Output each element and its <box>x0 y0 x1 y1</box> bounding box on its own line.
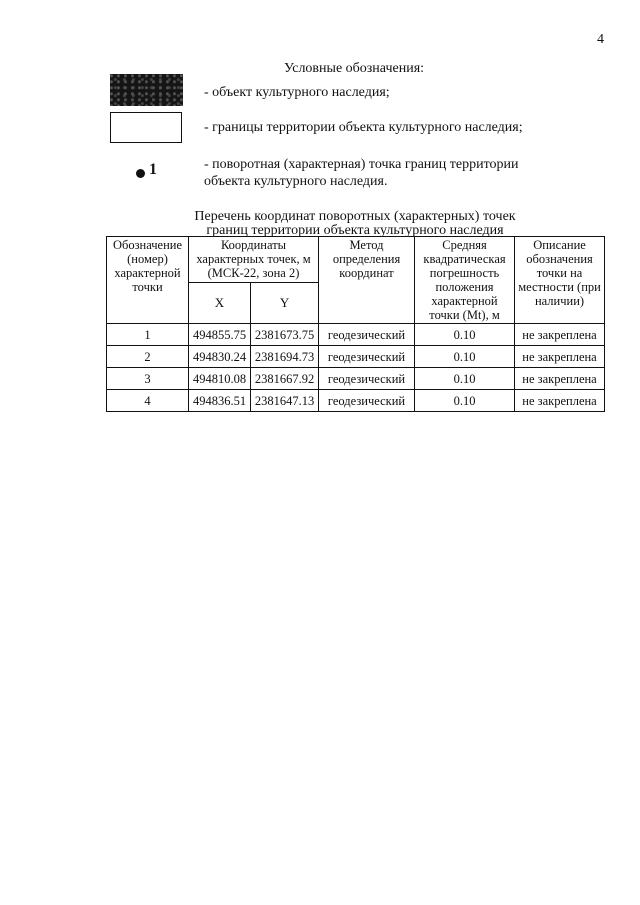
cell-method: геодезический <box>319 324 415 346</box>
table-title-line2: границ территории объекта культурного наследия <box>206 223 504 238</box>
cell-description: не закреплена <box>515 390 605 412</box>
table-row <box>107 346 605 368</box>
cell-method: геодезический <box>319 390 415 412</box>
cell-error: 0.10 <box>415 368 515 390</box>
cell-num: 1 <box>107 324 189 346</box>
header-method: Метод определения координат <box>319 237 415 324</box>
cell-x: 494855.75 <box>189 324 251 346</box>
header-x: X <box>189 283 251 324</box>
header-error: Средняя квадратическая погрешность положения характерной точки (Mt), м <box>415 237 515 324</box>
table-title <box>150 210 560 238</box>
cell-error: 0.10 <box>415 346 515 368</box>
cell-description: не закреплена <box>515 324 605 346</box>
cell-y: 2381647.13 <box>251 390 319 412</box>
point-symbol-label: 1 <box>149 161 157 178</box>
table-row <box>107 390 605 412</box>
cell-error: 0.10 <box>415 390 515 412</box>
cell-num: 2 <box>107 346 189 368</box>
cell-x: 494830.24 <box>189 346 251 368</box>
header-y: Y <box>251 283 319 324</box>
table-row <box>107 324 605 346</box>
legend-item-point-line2: объекта культурного наследия. <box>204 174 388 189</box>
cell-error: 0.10 <box>415 324 515 346</box>
point-dot-icon <box>136 169 145 178</box>
cell-y: 2381673.75 <box>251 324 319 346</box>
cultural-heritage-object-swatch <box>110 74 183 106</box>
header-coordinates: Координаты характерных точек, м (МСК-22, зона 2) <box>189 237 319 283</box>
cell-description: не закреплена <box>515 368 605 390</box>
table-title-line1: Перечень координат поворотных (характерных) точек <box>194 209 516 224</box>
legend-item-boundary: - границы территории объекта культурного наследия; <box>204 120 523 135</box>
cell-x: 494836.51 <box>189 390 251 412</box>
cell-num: 4 <box>107 390 189 412</box>
cell-y: 2381694.73 <box>251 346 319 368</box>
turning-point-symbol <box>136 161 157 179</box>
coordinates-table <box>106 236 605 412</box>
cell-method: геодезический <box>319 368 415 390</box>
cell-description: не закреплена <box>515 346 605 368</box>
header-description: Описание обозначения точки на местности (при наличии) <box>515 237 605 324</box>
cell-method: геодезический <box>319 346 415 368</box>
table-row <box>107 368 605 390</box>
cell-num: 3 <box>107 368 189 390</box>
header-designation: Обозначение (номер) характерной точки <box>107 237 189 324</box>
cell-x: 494810.08 <box>189 368 251 390</box>
cell-y: 2381667.92 <box>251 368 319 390</box>
legend-item-point-line1: - поворотная (характерная) точка границ территории <box>204 157 519 172</box>
legend-item-point <box>204 156 519 190</box>
page-number: 4 <box>597 32 604 47</box>
legend-item-object: - объект культурного наследия; <box>204 85 390 100</box>
legend-title: Условные обозначения: <box>284 61 425 76</box>
territory-boundary-swatch <box>110 112 182 143</box>
